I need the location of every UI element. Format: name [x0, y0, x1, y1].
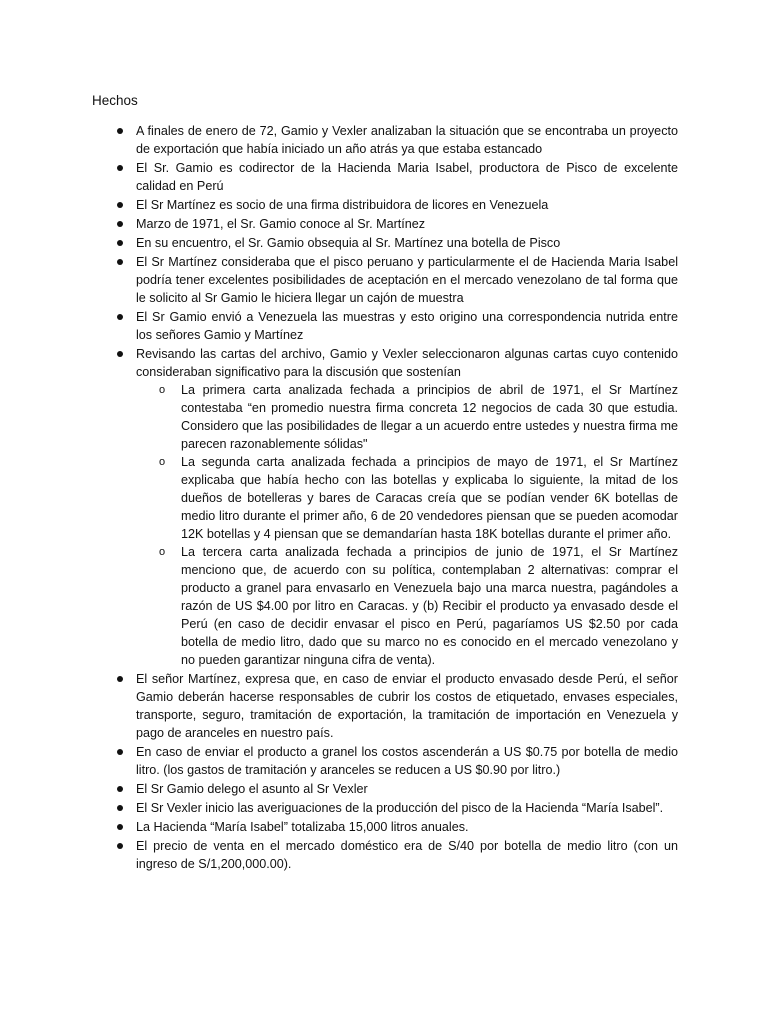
- list-item-text: En su encuentro, el Sr. Gamio obsequia al Sr. Martínez una botella de Pisco: [136, 236, 561, 250]
- sublist-item-text: La primera carta analizada fechada a principios de abril de 1971, el Sr Martínez contestaba “en promedio nuestra firma concreta 12 negocios de cada 30 que estudia. Considero que las posibilidades de llegar a un acuerdo entre ustedes y nuestra firma me parecen razonablemente sólidas": [181, 383, 678, 451]
- list-item: [92, 743, 678, 779]
- letters-sublist: [136, 381, 678, 669]
- circle-bullet-icon: o: [159, 384, 166, 396]
- sublist-item: [136, 543, 678, 669]
- list-item-text: Marzo de 1971, el Sr. Gamio conoce al Sr. Martínez: [136, 217, 426, 231]
- list-item: [92, 159, 678, 195]
- list-item: [92, 234, 678, 252]
- list-item: [92, 196, 678, 214]
- list-item: [92, 670, 678, 742]
- circle-bullet-icon: o: [159, 456, 166, 468]
- list-item-text: A finales de enero de 72, Gamio y Vexler analizaban la situación que se encontraba un proyecto de exportación que había iniciado un año atrás ya que estaba estancado: [136, 124, 678, 156]
- list-item-text: El Sr Martínez consideraba que el pisco peruano y particularmente el de Hacienda Maria Isabel podría tener excelentes posibilidades de aceptación en el mercado venezolano de tal forma que le solicito al Sr Gamio le hiciera llegar un cajón de muestra: [136, 255, 678, 305]
- list-item: [92, 122, 678, 158]
- sublist-item-text: La segunda carta analizada fechada a principios de mayo de 1971, el Sr Martínez explicaba que había hecho con las botellas y explicaba lo siguiente, la mitad de los dueños de botelleras y bares de Caracas creía que se podían vender 6K botellas de medio litro durante el primer año, 6 de 20 vendedores piensan que se pueden acomodar 12K botellas y 4 piensan que se demandarían hasta 18K botellas durante el primer año.: [181, 455, 678, 541]
- list-item-text: El señor Martínez, expresa que, en caso de enviar el producto envasado desde Perú, el señor Gamio deberán hacerse responsables de cubrir los costos de etiquetado, envases especiales, transporte, seguro, tramitación de exportación, la tramitación de importación en Venezuela y pago de aranceles en nuestro país.: [136, 672, 678, 740]
- list-item-text: El Sr Gamio delego el asunto al Sr Vexler: [136, 782, 368, 796]
- circle-bullet-icon: o: [159, 546, 166, 558]
- list-item-text: El Sr Gamio envió a Venezuela las muestras y esto origino una correspondencia nutrida entre los señores Gamio y Martínez: [136, 310, 678, 342]
- sublist-item: [136, 453, 678, 543]
- list-item: [92, 253, 678, 307]
- list-item: [92, 837, 678, 873]
- list-item-text: La Hacienda “María Isabel” totalizaba 15,000 litros anuales.: [136, 820, 469, 834]
- sublist-item: [136, 381, 678, 453]
- list-item: [92, 308, 678, 344]
- section-heading: Hechos: [92, 93, 138, 108]
- list-item-text: En caso de enviar el producto a granel los costos ascenderán a US $0.75 por botella de medio litro. (los gastos de tramitación y aranceles se reducen a US $0.90 por litro.): [136, 745, 678, 777]
- facts-list: [92, 122, 678, 873]
- list-item-text: Revisando las cartas del archivo, Gamio y Vexler seleccionaron algunas cartas cuyo contenido consideraban significativo para la discusión que sostenían: [136, 347, 678, 379]
- list-item-text: El precio de venta en el mercado doméstico era de S/40 por botella de medio litro (con un ingreso de S/1,200,000.00).: [136, 839, 678, 871]
- list-item-text: El Sr Martínez es socio de una firma distribuidora de licores en Venezuela: [136, 198, 549, 212]
- sublist-item-text: La tercera carta analizada fechada a principios de junio de 1971, el Sr Martínez menciono que, de acuerdo con su política, contemplaban 2 alternativas: comprar el producto a granel para envasarlo en Venezuela bajo una marca nuestra, pagándoles a razón de US $4.00 por litro en Caracas. y (b) Recibir el producto ya envasado desde el Perú (en caso de decidir envasar el pisco en Perú, pagaríamos US $2.50 por cada botella de medio litro, dado que su marco no es conocido en el mercado venezolano y no pueden garantizar ninguna cifra de venta).: [181, 545, 678, 667]
- list-item-text: El Sr Vexler inicio las averiguaciones de la producción del pisco de la Hacienda “María Isabel”.: [136, 801, 664, 815]
- document-page: [92, 92, 678, 874]
- list-item-text: El Sr. Gamio es codirector de la Hacienda Maria Isabel, productora de Pisco de excelente calidad en Perú: [136, 161, 678, 193]
- list-item: [92, 215, 678, 233]
- list-item: [92, 799, 678, 817]
- list-item: [92, 345, 678, 669]
- list-item: [92, 780, 678, 798]
- list-item: [92, 818, 678, 836]
